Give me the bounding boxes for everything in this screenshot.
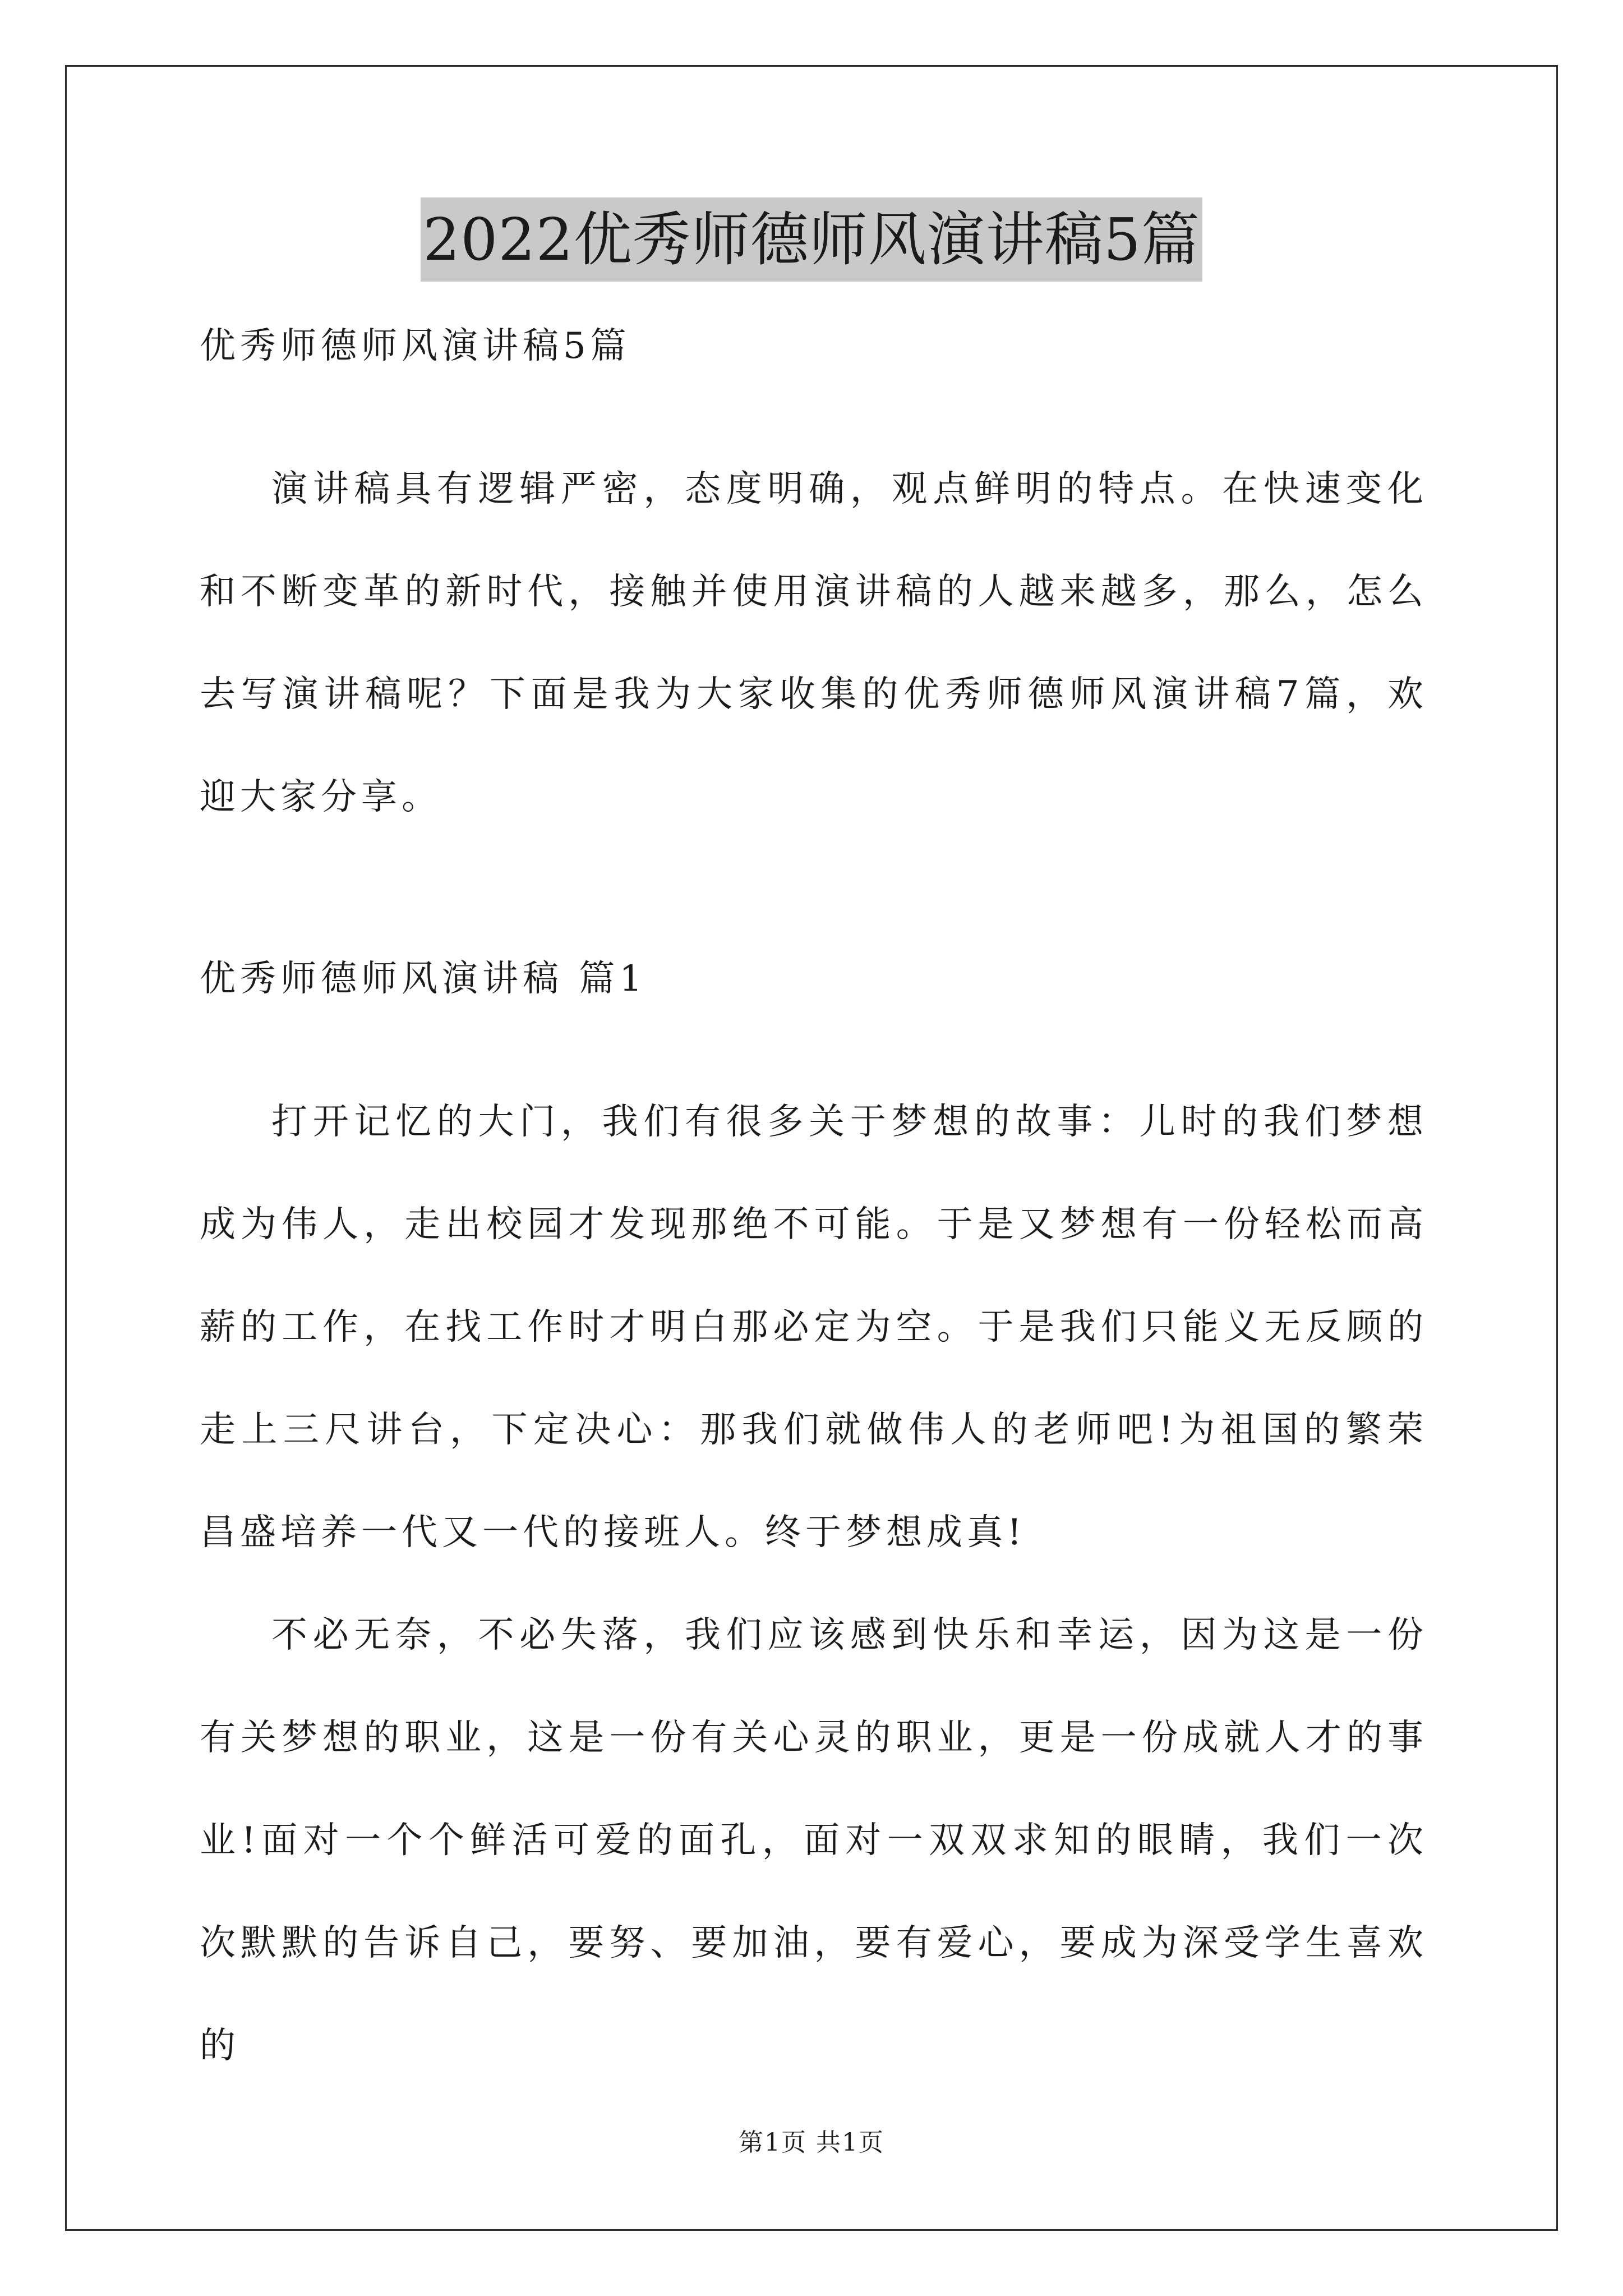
intro-paragraph: 演讲稿具有逻辑严密，态度明确，观点鲜明的特点。在快速变化和不断变革的新时代，接触并使用演讲稿的人越来越多，那么，怎么去写演讲稿呢？下面是我为大家收集的优秀师德师风演讲稿7篇，欢迎大家分享。 bbox=[200, 468, 1428, 818]
body-block bbox=[200, 1071, 1428, 2097]
section-heading: 优秀师德师风演讲稿 篇1 bbox=[200, 958, 647, 1000]
body-paragraph-2: 不必无奈，不必失落，我们应该感到快乐和幸运，因为这是一份有关梦想的职业，这是一份有关心灵的职业，更是一份成就人才的事业!面对一个个鲜活可爱的面孔，面对一双双求知的眼睛，我们一次次默默的告诉自己，要努、要加油，要有爱心，要成为深受学生喜欢的 bbox=[200, 1614, 1428, 2067]
title-container bbox=[0, 197, 1623, 282]
document-subtitle: 优秀师德师风演讲稿5篇 bbox=[200, 325, 631, 367]
document-title: 2022优秀师德师风演讲稿5篇 bbox=[421, 197, 1202, 282]
intro-block bbox=[200, 438, 1428, 849]
page-footer: 第1页 共1页 bbox=[739, 2128, 884, 2157]
body-paragraph-1: 打开记忆的大门，我们有很多关于梦想的故事：儿时的我们梦想成为伟人，走出校园才发现那绝不可能。于是又梦想有一份轻松而高薪的工作，在找工作时才明白那必定为空。于是我们只能义无反顾的走上三尺讲台，下定决心：那我们就做伟人的老师吧!为祖国的繁荣昌盛培养一代又一代的接班人。终于梦想成真! bbox=[200, 1101, 1428, 1553]
